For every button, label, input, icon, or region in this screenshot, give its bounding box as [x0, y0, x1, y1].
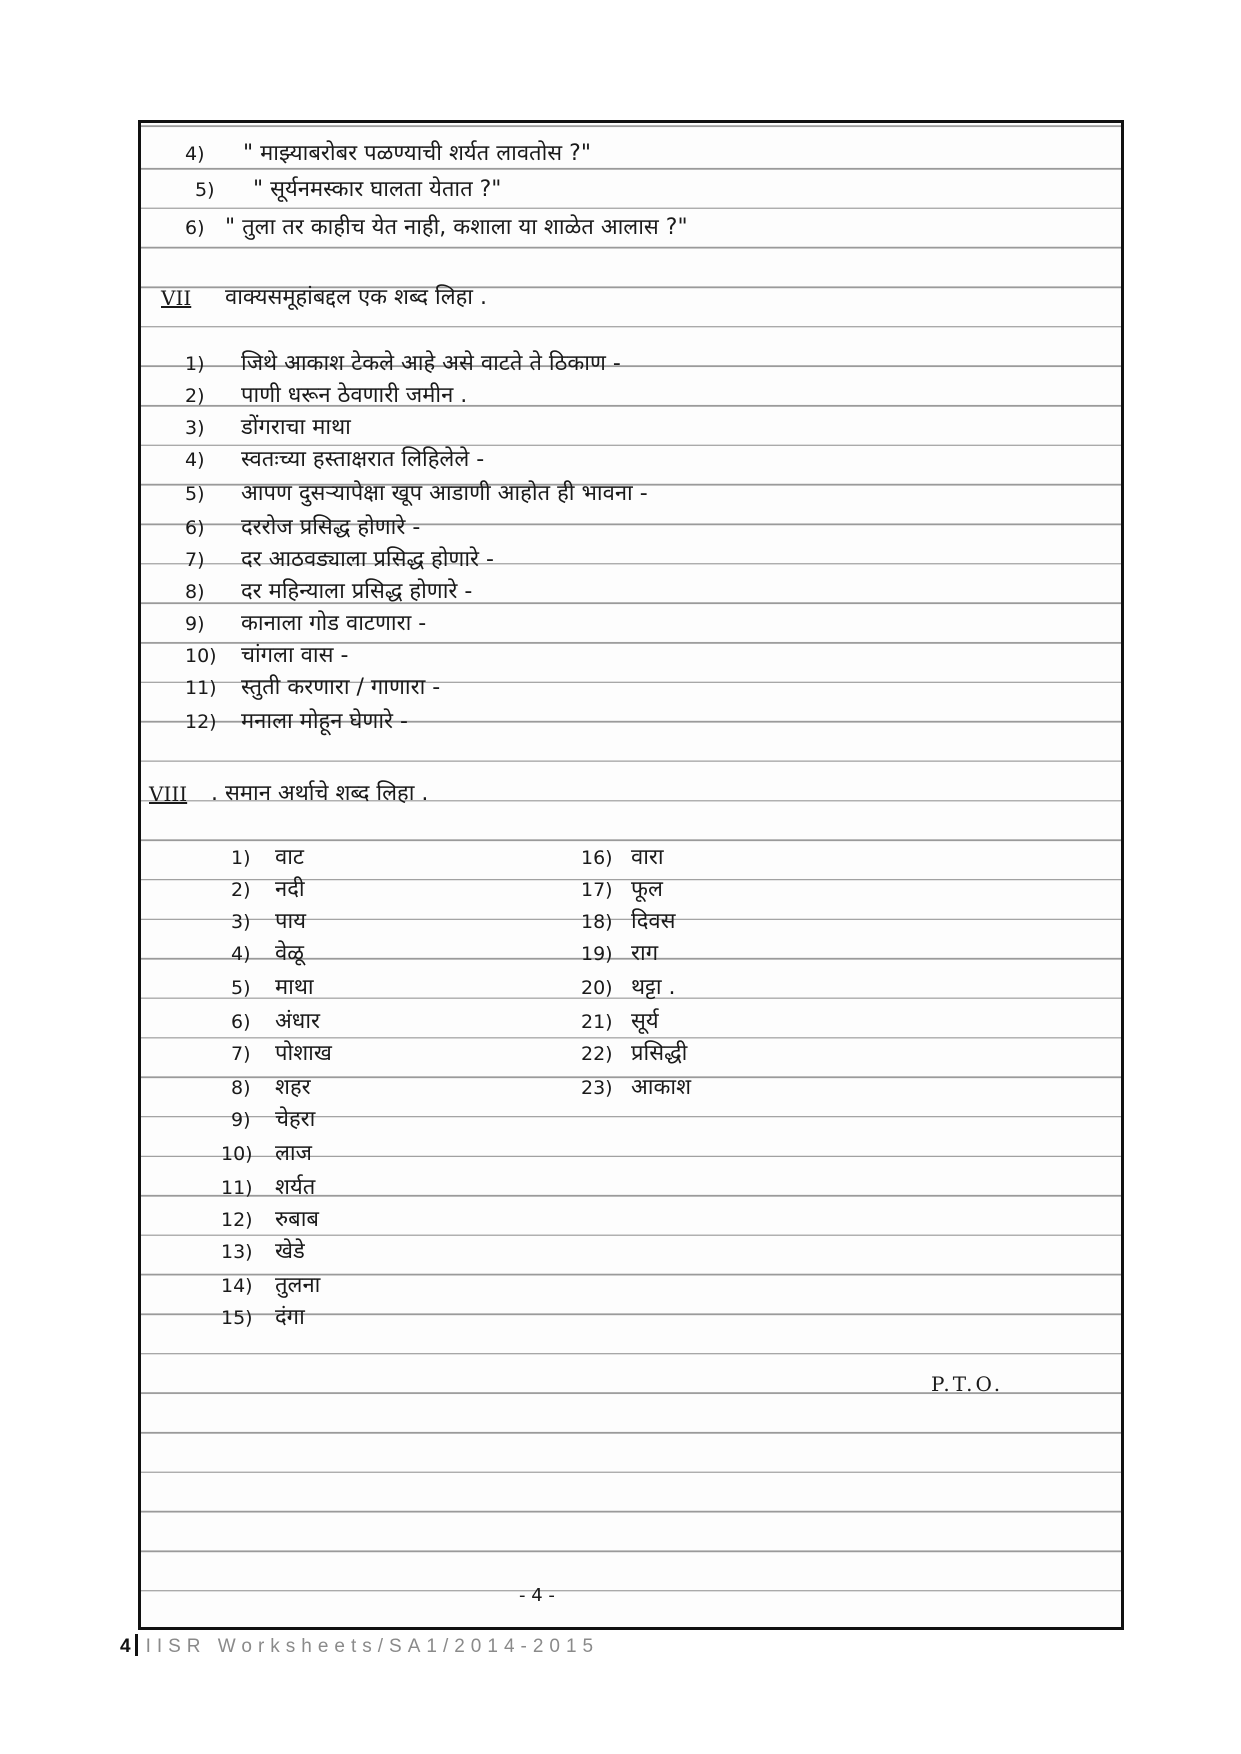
list-item-text: स्वतःच्या हस्ताक्षरात लिहिलेले -: [241, 447, 485, 472]
synonym-number: 17): [581, 879, 613, 901]
synonym-word: लाज: [275, 1141, 312, 1166]
synonym-number: 14): [221, 1275, 253, 1297]
page-footer: [120, 1634, 599, 1660]
synonym-word: वेळू: [275, 941, 304, 966]
synonym-number: 10): [221, 1143, 253, 1165]
list-item-text: दररोज प्रसिद्ध होणारे -: [241, 515, 421, 540]
sheet-page-number: - 4 -: [519, 1585, 555, 1606]
synonym-word: दंगा: [275, 1305, 305, 1330]
footer-page-number: 4: [120, 1636, 131, 1657]
list-item-number: 11): [185, 677, 217, 699]
synonym-word: पाय: [275, 909, 306, 934]
list-item-text: चांगला वास -: [241, 643, 349, 668]
synonym-number: 8): [231, 1077, 251, 1099]
worksheet-frame: [138, 120, 1124, 1630]
synonym-number: 7): [231, 1043, 251, 1065]
synonym-word: अंधार: [275, 1009, 321, 1034]
synonym-word: माथा: [275, 975, 314, 1000]
list-item-text: आपण दुसऱ्यापेक्षा खूप आडाणी आहोत ही भावना -: [241, 481, 648, 506]
synonym-word: आकाश: [631, 1075, 692, 1100]
list-item-number: 7): [185, 549, 205, 571]
footer-label: IISR Worksheets/SA1/2014-2015: [145, 1636, 600, 1657]
synonym-number: 16): [581, 847, 613, 869]
list-item-number: 6): [185, 517, 205, 539]
list-item-text: डोंगराचा माथा: [241, 415, 351, 440]
synonym-word: राग: [631, 941, 659, 966]
synonym-number: 19): [581, 943, 613, 965]
section-7-title: वाक्यसमूहांबद्दल एक शब्द लिहा .: [225, 285, 487, 310]
list-item-text: दर आठवड्याला प्रसिद्ध होणारे -: [241, 547, 494, 572]
synonym-number: 5): [231, 977, 251, 999]
synonym-number: 15): [221, 1307, 253, 1329]
synonym-word: नदी: [275, 877, 305, 902]
synonym-number: 11): [221, 1177, 253, 1199]
synonym-number: 20): [581, 977, 613, 999]
list-item-number: 3): [185, 417, 205, 439]
synonym-number: 22): [581, 1043, 613, 1065]
synonym-number: 21): [581, 1011, 613, 1033]
synonym-word: चेहरा: [275, 1107, 316, 1132]
list-item-number: 1): [185, 353, 205, 375]
synonym-number: 3): [231, 911, 251, 933]
question-number: 6): [185, 217, 205, 239]
list-item-number: 5): [185, 483, 205, 505]
synonym-number: 2): [231, 879, 251, 901]
synonym-word: प्रसिद्धी: [631, 1041, 688, 1066]
list-item-number: 4): [185, 449, 205, 471]
list-item-number: 12): [185, 711, 217, 733]
synonym-number: 9): [231, 1109, 251, 1131]
question-number: 5): [195, 179, 215, 201]
list-item-text: स्तुती करणारा / गाणारा -: [241, 675, 441, 700]
section-8-numeral: VIII: [149, 782, 188, 806]
list-item-text: जिथे आकाश टेकले आहे असे वाटते ते ठिकाण -: [241, 351, 621, 376]
list-item-number: 10): [185, 645, 217, 667]
question-text: " माझ्याबरोबर पळण्याची शर्यत लावतोस ?": [243, 141, 591, 166]
synonym-number: 18): [581, 911, 613, 933]
list-item-number: 2): [185, 385, 205, 407]
list-item-text: कानाला गोड वाटणारा -: [241, 611, 427, 636]
pto-note: P.T.O.: [931, 1372, 1004, 1396]
question-text: " तुला तर काहीच येत नाही, कशाला या शाळेत आलास ?": [225, 215, 688, 240]
synonym-number: 23): [581, 1077, 613, 1099]
synonym-word: शर्यत: [275, 1175, 316, 1200]
synonym-number: 4): [231, 943, 251, 965]
question-text: " सूर्यनमस्कार घालता येतात ?": [253, 177, 502, 202]
footer-divider: [135, 1634, 138, 1656]
list-item-number: 8): [185, 581, 205, 603]
question-number: 4): [185, 143, 205, 165]
list-item-text: मनाला मोहून घेणारे -: [241, 709, 408, 734]
synonym-word: फूल: [631, 877, 663, 902]
synonym-word: वाट: [275, 845, 305, 870]
synonym-word: सूर्य: [631, 1009, 659, 1034]
synonym-word: थट्टा .: [631, 975, 676, 1000]
synonym-number: 13): [221, 1241, 253, 1263]
synonym-word: वारा: [631, 845, 664, 870]
list-item-text: दर महिन्याला प्रसिद्ध होणारे -: [241, 579, 473, 604]
synonym-word: पोशाख: [275, 1041, 332, 1066]
synonym-word: खेडे: [275, 1239, 305, 1264]
synonym-word: तुलना: [275, 1273, 321, 1298]
section-8-title: . समान अर्थाचे शब्द लिहा .: [211, 781, 429, 806]
synonym-word: रुबाब: [275, 1207, 319, 1232]
synonym-number: 1): [231, 847, 251, 869]
synonym-word: दिवस: [631, 909, 676, 934]
list-item-number: 9): [185, 613, 205, 635]
synonym-word: शहर: [275, 1075, 311, 1100]
synonym-number: 6): [231, 1011, 251, 1033]
section-7-numeral: VII: [161, 286, 192, 310]
list-item-text: पाणी धरून ठेवणारी जमीन .: [241, 383, 468, 408]
synonym-number: 12): [221, 1209, 253, 1231]
